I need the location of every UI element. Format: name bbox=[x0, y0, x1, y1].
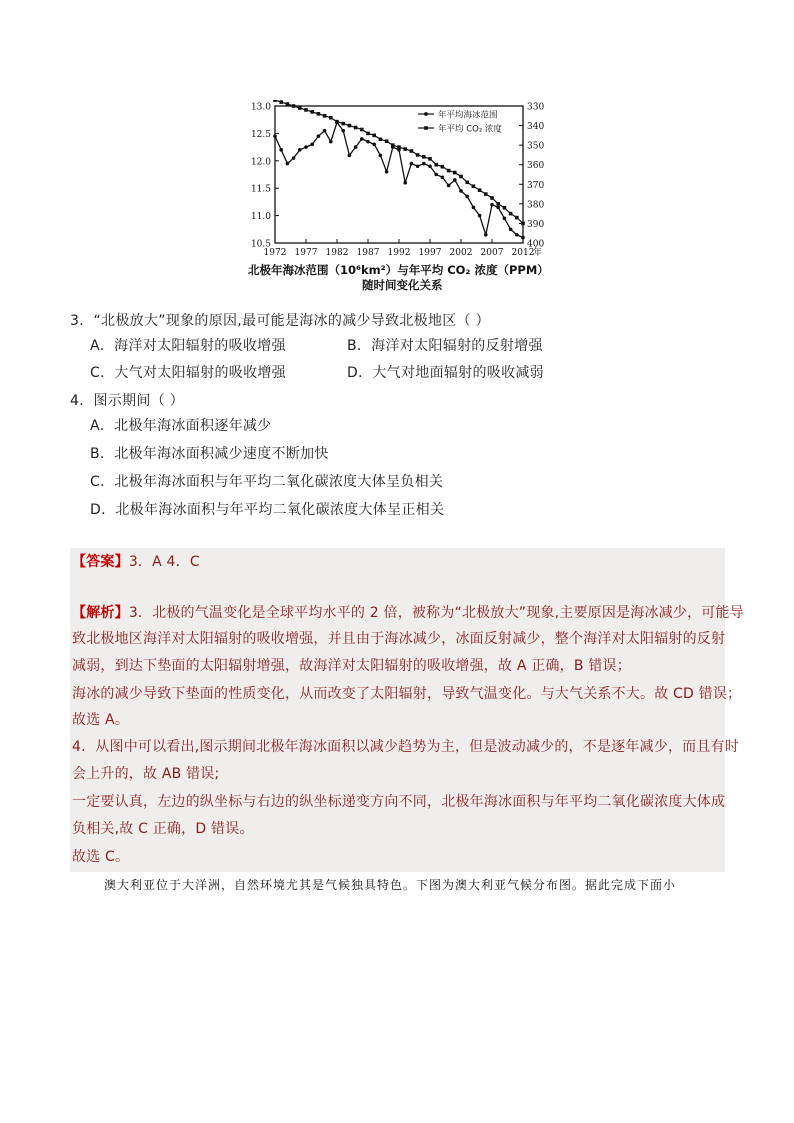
co2-point bbox=[416, 153, 420, 157]
x-tick-label: 2002 bbox=[449, 248, 473, 258]
sea-ice-point bbox=[441, 175, 445, 179]
sea-ice-point bbox=[286, 162, 290, 166]
sea-ice-point bbox=[490, 203, 494, 207]
sea-ice-point bbox=[379, 154, 383, 158]
left-tick-label: 12.5 bbox=[250, 129, 271, 140]
co2-point bbox=[521, 222, 525, 226]
legend-marker-square bbox=[424, 126, 428, 130]
co2-point bbox=[304, 108, 308, 112]
right-tick-label: 330 bbox=[527, 102, 545, 113]
co2-point bbox=[490, 196, 494, 200]
q4-option-b: B．北极年海冰面积减少速度不断加快 bbox=[90, 446, 329, 462]
chart-caption-line1: 北极年海冰范围（10⁶km²）与年平均 CO₂ 浓度（PPM） bbox=[248, 263, 549, 277]
x-tick-label: 2012 bbox=[511, 248, 535, 258]
right-tick-label: 360 bbox=[527, 161, 545, 172]
sea-ice-point bbox=[372, 143, 376, 147]
co2-point bbox=[310, 110, 314, 114]
co2-point bbox=[279, 100, 283, 104]
sea-ice-point bbox=[484, 233, 488, 237]
q3-option-b: B．海洋对太阳辐射的反射增强 bbox=[347, 338, 543, 354]
sea-ice-point bbox=[329, 140, 333, 144]
co2-point bbox=[441, 165, 445, 169]
sea-ice-point bbox=[434, 173, 438, 177]
sea-ice-point bbox=[323, 129, 327, 133]
x-unit-label: 年 bbox=[533, 248, 543, 258]
co2-point bbox=[465, 181, 469, 185]
sea-ice-point bbox=[354, 145, 358, 149]
sea-ice-point bbox=[478, 214, 482, 218]
left-tick-label: 10.5 bbox=[250, 239, 271, 250]
right-tick-label: 340 bbox=[527, 122, 545, 133]
sea-ice-point bbox=[273, 134, 277, 138]
co2-point bbox=[323, 114, 327, 118]
sea-ice-point bbox=[310, 143, 314, 147]
x-tick-label: 1997 bbox=[418, 248, 442, 258]
analysis-line-3: 减弱，到达下垫面的太阳辐射增强，故海洋对太阳辐射的吸收增强，故 A 正确，B 错误； bbox=[72, 658, 631, 674]
analysis-line-1: 【解析】3．北极的气温变化是全球平均水平的 2 倍，被称为“北极放大”现象,主要原因是海冰减少，可能导 bbox=[72, 605, 744, 621]
sea-ice-point bbox=[292, 156, 296, 160]
co2-point bbox=[428, 157, 432, 161]
right-tick-label: 380 bbox=[527, 200, 545, 211]
co2-point bbox=[391, 143, 395, 147]
sea-ice-point bbox=[465, 195, 469, 199]
sea-ice-point bbox=[422, 162, 426, 166]
analysis-line-10: 故选 C。 bbox=[72, 849, 130, 865]
co2-point bbox=[403, 147, 407, 151]
co2-point bbox=[317, 112, 321, 116]
co2-point bbox=[273, 100, 277, 102]
sea-ice-point bbox=[304, 145, 308, 149]
answer-text: 3．A 4．C bbox=[128, 554, 200, 570]
q3-option-a: A．海洋对太阳辐射的吸收增强 bbox=[90, 338, 286, 354]
sea-ice-point bbox=[410, 162, 414, 166]
co2-point bbox=[410, 149, 414, 153]
sea-ice-point bbox=[360, 137, 364, 141]
co2-point bbox=[478, 188, 482, 192]
analysis-line-9: 负相关,故 C 正确，D 错误。 bbox=[72, 821, 254, 837]
x-tick-label: 1987 bbox=[356, 248, 380, 258]
co2-point bbox=[459, 175, 463, 179]
right-tick-label: 400 bbox=[527, 239, 545, 250]
sea-ice-point bbox=[416, 164, 420, 168]
co2-point bbox=[472, 184, 476, 188]
sea-ice-point bbox=[496, 206, 500, 210]
co2-point bbox=[379, 137, 383, 141]
analysis-line-5: 故选 A。 bbox=[72, 712, 130, 728]
co2-point bbox=[286, 102, 290, 106]
x-tick-label: 1992 bbox=[387, 248, 411, 258]
sea-ice-point bbox=[515, 233, 519, 237]
x-tick-label: 1977 bbox=[294, 248, 318, 258]
left-tick-label: 13.0 bbox=[250, 102, 271, 113]
left-tick-label: 11.5 bbox=[250, 184, 271, 195]
co2-point bbox=[366, 132, 370, 136]
x-tick-label: 1972 bbox=[263, 248, 287, 258]
sea-ice-point bbox=[472, 206, 476, 210]
q3-option-d: D．大气对地面辐射的吸收减弱 bbox=[347, 365, 544, 381]
next-question-intro: 澳大利亚位于大洋洲，自然环境尤其是气候独具特色。下图为澳大利亚气候分布图。据此完成下面小 bbox=[104, 878, 677, 892]
analysis-line-6: 4．从图中可以看出,图示期间北极年海冰面积以减少趋势为主，但是波动减少的，不是逐年减少，而且有时 bbox=[72, 739, 739, 755]
co2-point bbox=[422, 155, 426, 159]
co2-point bbox=[354, 126, 358, 130]
sea-ice-point bbox=[453, 178, 457, 182]
analysis-line-7: 会上升的，故 AB 错误; bbox=[72, 766, 220, 782]
sea-ice-point bbox=[298, 148, 302, 152]
co2-point bbox=[348, 124, 352, 128]
q4-option-d: D．北极年海冰面积与年平均二氧化碳浓度大体呈正相关 bbox=[90, 502, 445, 518]
sea-ice-point bbox=[521, 236, 525, 240]
co2-point bbox=[509, 212, 513, 216]
sea-ice-point bbox=[459, 189, 463, 193]
co2-point bbox=[447, 169, 451, 173]
right-tick-label: 350 bbox=[527, 141, 545, 152]
q3-option-c: C．大气对太阳辐射的吸收增强 bbox=[90, 365, 286, 381]
co2-point bbox=[515, 216, 519, 220]
sea-ice-point bbox=[428, 164, 432, 168]
analysis-line-2: 致北极地区海洋对太阳辐射的吸收增强，并且由于海冰减少，冰面反射减少，整个海洋对太阳辐射的反射 bbox=[72, 631, 726, 647]
sea-ice-point bbox=[348, 154, 352, 158]
sea-ice-point bbox=[403, 181, 407, 185]
sea-ice-point bbox=[503, 217, 507, 221]
co2-point bbox=[496, 202, 500, 206]
co2-point bbox=[385, 139, 389, 143]
co2-point bbox=[335, 120, 339, 124]
chart-caption-line2: 随时间变化关系 bbox=[362, 278, 443, 292]
analysis-line-8: 一定要认真，左边的纵坐标与右边的纵坐标递变方向不同，北极年海冰面积与年平均二氧化碳浓度大体成 bbox=[72, 794, 726, 810]
sea-ice-line bbox=[275, 122, 523, 237]
question-3-stem: 3．“北极放大”现象的原因,最可能是海冰的减少导致北极地区（ ） bbox=[70, 313, 490, 329]
answer-line bbox=[72, 551, 200, 571]
x-tick-label: 2007 bbox=[480, 248, 504, 258]
q4-option-a: A．北极年海冰面积逐年减少 bbox=[90, 418, 272, 434]
legend-label: 年平均海冰范围 bbox=[438, 110, 498, 121]
co2-point bbox=[503, 206, 507, 210]
sea-ice-point bbox=[341, 129, 345, 133]
left-tick-label: 11.0 bbox=[250, 212, 271, 223]
x-tick-label: 1982 bbox=[325, 248, 349, 258]
co2-point bbox=[360, 128, 364, 132]
question-4-stem: 4．图示期间（ ） bbox=[70, 393, 185, 409]
co2-point bbox=[434, 163, 438, 167]
co2-point bbox=[397, 145, 401, 149]
answer-label: 【答案】 bbox=[72, 554, 129, 570]
analysis-label: 【解析】 bbox=[72, 605, 129, 621]
co2-point bbox=[329, 116, 333, 120]
legend-marker-circle bbox=[424, 112, 428, 116]
sea-ice-point bbox=[509, 228, 513, 232]
sea-ice-point bbox=[385, 170, 389, 174]
sea-ice-point bbox=[317, 134, 321, 138]
co2-point bbox=[453, 171, 457, 175]
co2-point bbox=[341, 122, 345, 126]
co2-point bbox=[484, 192, 488, 196]
right-tick-label: 370 bbox=[527, 180, 545, 191]
sea-ice-point bbox=[279, 148, 283, 152]
co2-point bbox=[292, 104, 296, 108]
legend-label: 年平均 CO₂ 浓度 bbox=[438, 124, 502, 135]
co2-point bbox=[298, 106, 302, 110]
sea-ice-point bbox=[447, 184, 451, 188]
sea-ice-point bbox=[366, 140, 370, 144]
analysis-line-4: 海冰的减少导致下垫面的性质变化，从而改变了太阳辐射，导致气温变化。与大气关系不大。故 CD 错误； bbox=[72, 686, 742, 702]
right-tick-label: 390 bbox=[527, 219, 545, 230]
q4-option-c: C．北极年海冰面积与年平均二氧化碳浓度大体呈负相关 bbox=[90, 474, 444, 490]
co2-point bbox=[372, 134, 376, 138]
left-tick-label: 12.0 bbox=[250, 157, 271, 168]
